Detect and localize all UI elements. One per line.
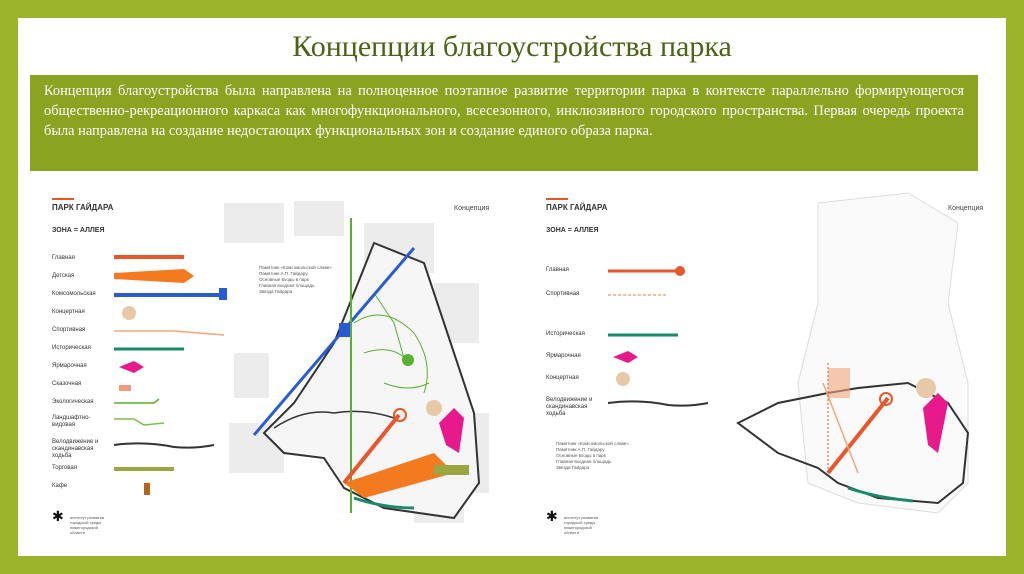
note-item: Основные входы в парк	[556, 453, 606, 458]
legend-item: Велодвижение и скандинавская ходьба	[546, 397, 593, 417]
right-concept-map	[528, 183, 988, 545]
note-item: Звезда Гайдара	[259, 289, 293, 294]
map-notes	[259, 265, 332, 295]
park-area	[798, 193, 968, 513]
legend-item: Историческая	[52, 345, 91, 351]
svg-text:✱: ✱	[52, 509, 64, 525]
description-box: Концепция благоустройства была направлена на полноценное поэтапное развитие территории парка в контексте параллельно формирующегося общественно-рекреационного каркаса как многофункционального, всесезонного, инклюзивного городского пространства. Первая очередь проекта была направлена на создание недостающих функциональных зон и создание единого образа парка.	[30, 75, 978, 171]
slide-title: Концепции благоустройства парка	[292, 30, 732, 63]
legend-item: Сказочная	[52, 381, 82, 387]
concept-label: Концепция	[948, 205, 984, 212]
institute-logo-text: институт развития городской среды нижегородской области	[564, 515, 599, 535]
legend-item: Историческая	[546, 331, 585, 337]
park-title: ПАРК ГАЙДАРА	[546, 203, 608, 212]
right-map-drawing	[528, 183, 988, 545]
legend-item: Экологическая	[52, 399, 94, 405]
legend-item: Детская	[52, 273, 75, 279]
note-item: Главная входная площадь	[259, 283, 315, 288]
legend-item: Велодвижение и скандинавская ходьба	[52, 439, 99, 459]
legend-item: Спортивная	[546, 291, 580, 297]
legend-item: Кафе	[52, 483, 68, 489]
legend-item: Концертная	[546, 375, 579, 381]
note-item: Памятник А.П. Гайдару	[556, 447, 605, 452]
note-item: Звезда Гайдара	[556, 465, 590, 470]
zone-label: ЗОНА = АЛЛЕЯ	[52, 227, 105, 234]
institute-logo-text: институт развития городской среды нижегородской области	[70, 515, 105, 535]
legend-item: Ярмарочная	[546, 353, 581, 359]
legend-item: Торговая	[52, 465, 77, 471]
note-item: Памятник А.П. Гайдару	[259, 271, 308, 276]
park-title: ПАРК ГАЙДАРА	[52, 203, 114, 212]
left-concept-map	[34, 183, 494, 545]
note-item: Памятник «Комсомольской славе»	[556, 441, 629, 446]
zone-label: ЗОНА = АЛЛЕЯ	[546, 227, 599, 234]
trade-zone	[434, 465, 469, 475]
legend-item: Главная	[546, 267, 569, 273]
legend-item: Концертная	[52, 309, 85, 315]
note-item: Основные входы в парк	[259, 277, 309, 282]
legend-item: Комсомольская	[52, 291, 96, 297]
map-notes	[556, 441, 629, 471]
legend-item: Ландшафтно-видовая	[52, 415, 91, 428]
note-item: Памятник «Комсомольской славе»	[259, 265, 332, 270]
slide	[18, 18, 1006, 556]
header-accent-bar	[52, 198, 74, 200]
legend-item: Ярмарочная	[52, 363, 87, 369]
legend-item: Главная	[52, 255, 75, 261]
note-item: Главная входная площадь	[556, 459, 612, 464]
legend-item: Спортивная	[52, 327, 86, 333]
svg-text:✱: ✱	[546, 509, 558, 525]
eco-point	[402, 354, 414, 366]
concept-label: Концепция	[454, 205, 490, 212]
